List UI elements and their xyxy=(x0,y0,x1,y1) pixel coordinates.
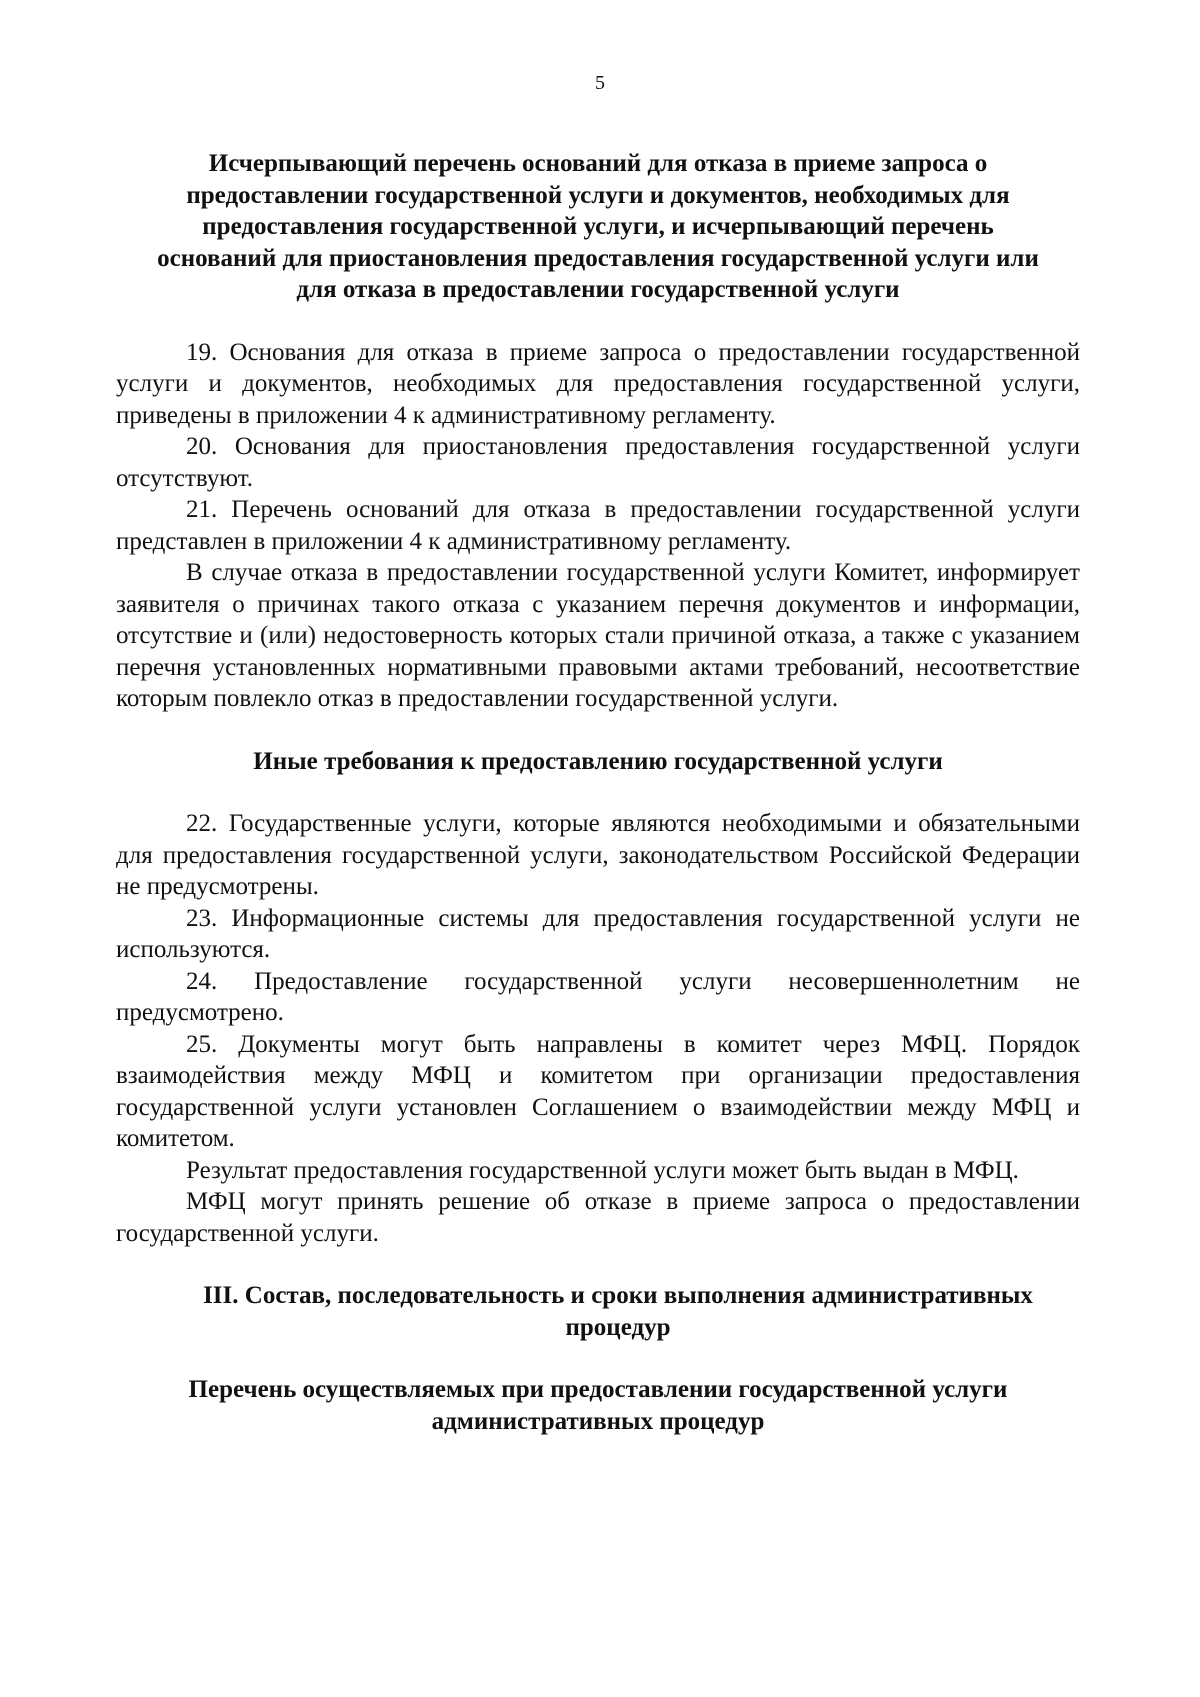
paragraph-21-refusal: В случае отказа в предоставлении государственной услуги Комитет, информирует заявителя о причинах такого отказа с указанием перечня документов и информации, отсутствие и (или) недостоверность которых стали причиной отказа, а также с указанием перечня установленных нормативными правовыми актами требований, несоответствие которым повлекло отказ в предоставлении государственной услуги. xyxy=(116,559,1080,712)
page-number: 5 xyxy=(595,72,605,94)
paragraph-24: 24. Предоставление государственной услуги несовершеннолетним не предусмотрено. xyxy=(116,967,1080,1026)
paragraph-21: 21. Перечень оснований для отказа в предоставлении государственной услуги представлен в приложении 4 к административному регламенту. xyxy=(116,496,1080,555)
heading-other-requirements: Иные требования к предоставлению государственной услуги xyxy=(253,747,943,775)
paragraph-20: 20. Основания для приостановления предоставления государственной услуги отсутствуют. xyxy=(116,433,1080,492)
paragraph-19: 19. Основания для отказа в приеме запроса о предоставлении государственной услуги и документов, необходимых для предоставления государственной услуги, приведены в приложении 4 к административному регламенту. xyxy=(116,338,1080,429)
paragraph-25-result: Результат предоставления государственной услуги может быть выдан в МФЦ. xyxy=(186,1156,1019,1184)
heading-refusal-grounds: Исчерпывающий перечень оснований для отказа в приеме запроса о предоставлении государственной услуги и документов, необходимых для предоставления государственной услуги, и исчерпывающий перечень оснований для приостановления предоставления государственной услуги или для отказа в предоставлении государственной услуги xyxy=(157,150,1039,303)
heading-procedures-list: Перечень осуществляемых при предоставлении государственной услуги административных процедур xyxy=(188,1376,1008,1435)
paragraph-23: 23. Информационные системы для предоставления государственной услуги не используются. xyxy=(116,904,1080,963)
paragraph-25-mfc: МФЦ могут принять решение об отказе в приеме запроса о предоставлении государственной услуги. xyxy=(116,1188,1080,1247)
heading-section-iii: III. Состав, последовательность и сроки выполнения административных процедур xyxy=(203,1282,1033,1341)
paragraph-25: 25. Документы могут быть направлены в комитет через МФЦ. Порядок взаимодействия между МФЦ и комитетом при организации предоставления государственной услуги установлен Соглашением о взаимодействии между МФЦ и комитетом. xyxy=(116,1030,1080,1152)
document-body xyxy=(116,148,1080,1437)
paragraph-22: 22. Государственные услуги, которые являются необходимыми и обязательными для предоставления государственной услуги, законодательством Российской Федерации не предусмотрены. xyxy=(116,810,1080,900)
